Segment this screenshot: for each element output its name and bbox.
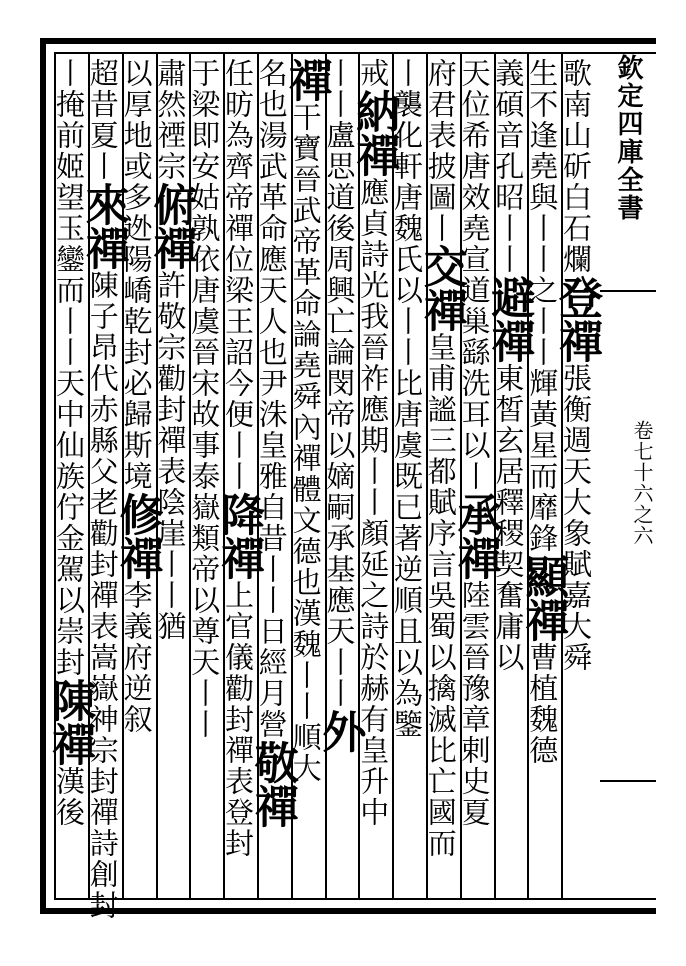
text-column <box>43 58 95 894</box>
column-text: 東皙玄居釋稷契奮庸以 <box>491 363 526 673</box>
text-column <box>415 58 467 894</box>
column-text: 天位希唐效堯宣道巢繇洗耳以丨 <box>457 58 492 492</box>
column-text: 府君表披圖丨 <box>423 58 458 244</box>
text-column <box>212 58 264 894</box>
text-column <box>145 58 197 894</box>
heading-term: 陳禪 <box>43 678 95 766</box>
text-column <box>389 58 427 894</box>
text-column <box>449 58 501 894</box>
text-column <box>550 58 602 894</box>
column-text: 丨襲化軒唐魏氏以丨丨比唐虞既已著逆順且以為鑒 <box>389 58 424 740</box>
heading-term: 納禪 <box>348 89 400 177</box>
heading-term: 來禪 <box>77 182 129 270</box>
column-text: 陳子昂代赤縣父老勸封禪表嵩嶽神宗封禪詩創封 <box>85 270 120 921</box>
heading-term: 禪 <box>280 58 332 102</box>
column-text: 應貞詩光我晉祚應期丨丨顏延之詩於赫有皇升中 <box>356 177 391 828</box>
heading-term: 俯禪 <box>145 182 197 270</box>
heading-term: 避禪 <box>483 275 535 363</box>
column-text: 皇甫謐三都賦序言吳蜀以擒滅比亡國而 <box>423 332 458 859</box>
column-text: 歌南山斫白石爛 <box>558 58 593 275</box>
heading-term: 顯禪 <box>517 554 569 642</box>
column-text: 戒 <box>356 58 391 89</box>
column-text: 以厚地或多迯陽嶠乾封必歸斯境 <box>119 58 154 492</box>
text-column <box>246 58 298 894</box>
header-rule-top <box>600 290 656 292</box>
column-text: 義碩音孔昭丨丨 <box>491 58 526 275</box>
column-text: 超昔夏丨 <box>85 58 120 182</box>
text-column <box>314 58 366 894</box>
column-text: 漢後 <box>51 766 86 828</box>
column-text: 任昉為齊帝禪位梁王詔今便丨丨 <box>220 58 255 492</box>
text-column <box>77 58 129 921</box>
heading-term: 登禪 <box>550 275 602 363</box>
text-column <box>483 58 535 894</box>
column-text: 陸雲晉豫章剌史夏 <box>457 580 492 828</box>
heading-term: 修禪 <box>111 492 163 580</box>
column-text: 李義府逆叙 <box>119 580 154 735</box>
heading-term: 敬禪 <box>246 740 298 828</box>
column-text: 名也湯武革命應天人也尹洙皇雅自昔丨丨日經月營 <box>254 58 289 740</box>
column-text: 肅然禋宗 <box>153 58 188 182</box>
book-title: 欽定四庫全書 <box>613 54 643 222</box>
column-text: 于梁即安姑孰依唐虞晉宋故事泰嶽類帝以尊天丨丨 <box>187 58 222 740</box>
column-text: 生不逢堯與丨丨之丨丨輝黃星而靡鋒 <box>525 58 560 554</box>
column-text: 干寶晉武帝革命論堯舜內禪體文德也漢魏丨丨順大 <box>288 102 323 784</box>
column-text: 上官儀勸封禪表登封 <box>220 580 255 859</box>
heading-term: 外 <box>314 709 366 753</box>
column-text: 曹植魏德 <box>525 642 560 766</box>
heading-term: 降禪 <box>212 492 264 580</box>
heading-term: 承禪 <box>449 492 501 580</box>
volume-label: 卷七十六之六 <box>630 420 654 546</box>
text-column <box>517 58 569 894</box>
header-rule-bottom <box>600 780 656 782</box>
column-text: 丨掩前姬望玉鑾而丨丨天中仙族佇金駕以崇封 <box>51 58 86 678</box>
column-text: 許敬宗勸封禪表陰崖丨丨猶 <box>153 270 188 642</box>
heading-term: 交禪 <box>415 244 467 332</box>
text-column <box>348 58 400 894</box>
column-text: 丨丨盧思道後周興亡論閔帝以嫡嗣承基應天丨丨 <box>322 58 357 709</box>
column-text: 張衡週天大象賦嘉大舜 <box>558 363 593 673</box>
